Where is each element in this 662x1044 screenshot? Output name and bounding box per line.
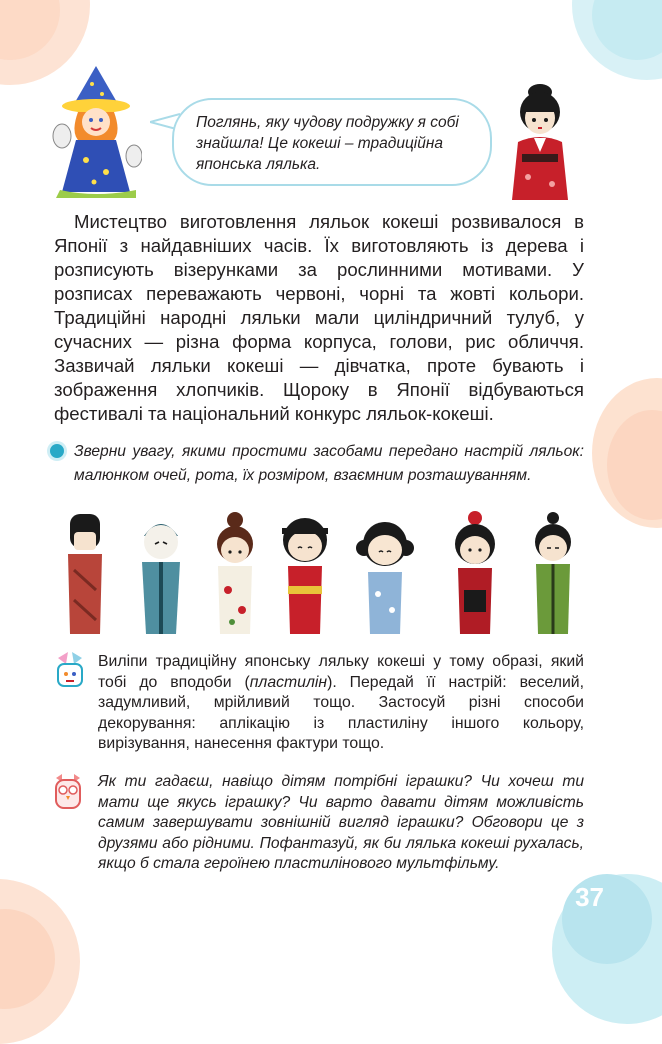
kokeshi-doll-4 bbox=[274, 510, 336, 640]
task-material: пластилін bbox=[249, 673, 328, 691]
kokeshi-doll-red-kimono bbox=[508, 82, 572, 204]
main-paragraph bbox=[54, 210, 584, 426]
kokeshi-doll-7 bbox=[522, 510, 584, 640]
wizard-girl-illustration bbox=[50, 64, 142, 198]
speech-bubble-text: Поглянь, яку чудову подружку я собі знайшла! Це кокеші – традиційна японська лялька. bbox=[196, 114, 459, 173]
main-paragraph-text: Мистецтво виготовлення ляльок кокеші розвивалося в Японії з найдавніших часів. Їх виготовляють із дерева і розписують візерунками за рослинними мотивами. У розписах переважають червоні, чорні та жовті кольори. Традиційні народні ляльки мали циліндричний тулуб, у сучасних — різна форма корпуса, голови, рис обличчя. Зазвичай ляльки кокеші — дівчатка, проте бувають і зображення хлопчиків. Щороку в Японії відбуваються фестивалі та національний конкурс ляльок-кокеші. bbox=[54, 211, 584, 424]
discussion-question: Як ти гадаєш, навіщо дітям потрібні іграшки? Чи хочеш ти мати ще якусь іграшку? Чи варто давати дітям можливість самим завершувати зовнішній вигляд іграшки? Обговори це з друзями або рідними. Пофантазуй, як би лялька кокеші рухалась, якщо б стала героїнею пластилінового мультфільму. bbox=[98, 773, 584, 872]
kokeshi-doll-3 bbox=[204, 510, 266, 640]
task-text-part1: Виліпи традиційну японську ляльку кокеші у тому образі, який тобі до вподоби ( bbox=[98, 653, 584, 691]
owl-question-icon bbox=[52, 772, 84, 810]
attention-note: Зверни увагу, якими простими засобами передано настрій ляльок: малюнком очей, рота, їх розміром, взаємним розташуванням. bbox=[74, 443, 584, 484]
sculpting-task bbox=[98, 652, 584, 755]
kokeshi-doll-2 bbox=[130, 510, 192, 640]
page-number: 37 bbox=[575, 882, 604, 912]
bullet-icon bbox=[50, 444, 64, 458]
kokeshi-dolls-row bbox=[54, 510, 594, 640]
kokeshi-doll-5 bbox=[354, 510, 416, 640]
kokeshi-doll-6 bbox=[444, 510, 506, 640]
task-text-part2: ). Передай її настрій: веселий, задумливий, мрійливий тощо. Застосуй різні способи декорування: аплікацію із пластиліну іншого кольору, вирізування, нанесення фактури тощо. bbox=[98, 673, 584, 752]
kokeshi-doll-1 bbox=[54, 510, 116, 640]
sculpting-task-icon bbox=[54, 650, 86, 688]
